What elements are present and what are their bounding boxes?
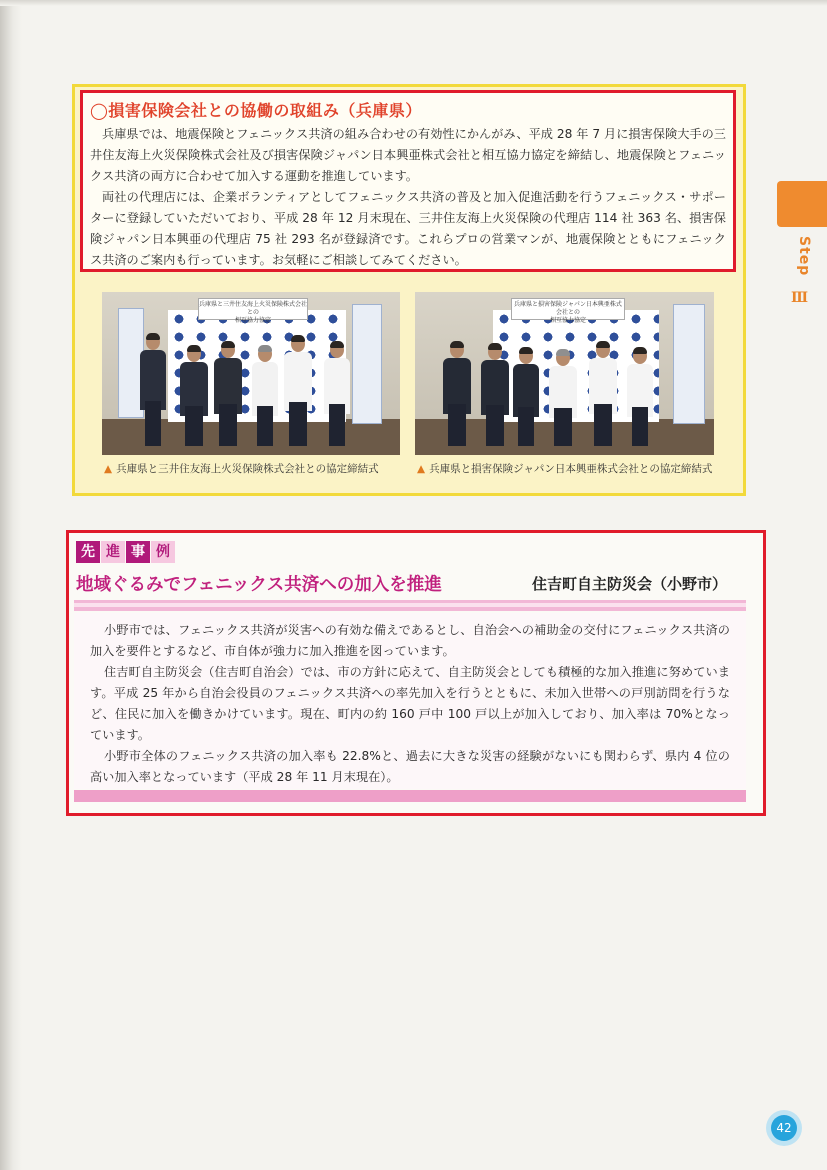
photo-mitsui-sumitomo-ceremony: 兵庫県と三井住友海上火災保険株式会社との 相互協力協定 <box>102 292 400 455</box>
section2-title: 地域ぐるみでフェニックス共済への加入を推進 <box>76 575 442 595</box>
photo1-caption: ▲ 兵庫県と三井住友海上火災保険株式会社との協定締結式 <box>104 463 379 475</box>
page-gutter-shadow <box>0 0 22 1170</box>
triangle-icon: ▲ <box>417 463 426 475</box>
triangle-icon: ▲ <box>104 463 113 475</box>
section2-bottom-bar <box>74 790 746 802</box>
section1-body <box>90 124 726 271</box>
section2-organization: 住吉町自主防災会（小野市） <box>532 575 728 593</box>
case-badge-char-1: 先 <box>76 541 100 563</box>
section2-top-bar <box>74 600 746 611</box>
section1-title: ◯損害保険会社との協働の取組み（兵庫県） <box>90 101 422 120</box>
section2-body <box>90 620 730 788</box>
step-number: Ⅲ <box>791 290 809 306</box>
case-badge-char-2: 進 <box>101 541 125 563</box>
section2-paragraph-2: 住吉町自主防災会（住吉町自治会）では、市の方針に応えて、自主防災会としても積極的な加入推進に努めています。平成 25 年から自治会役員のフェニックス共済への率先加入を行うとともに、未加入世帯への戸別訪問を行うなど、住民に加入を働きかけています。現在、町内の約 160 戸中 100 戸以上が加入しており、加入率は 70%となっています。 <box>90 665 730 742</box>
photo-sompo-japan-ceremony: 兵庫県と損害保険ジャパン日本興亜株式会社との 相互協力協定 <box>415 292 714 455</box>
section2-paragraph-3: 小野市全体のフェニックス共済の加入率も 22.8%と、過去に大きな災害の経験がないにも関わらず、県内 4 位の高い加入率となっています（平成 28 年 11 月末現在）。 <box>90 749 730 784</box>
page-top-edge <box>0 0 827 6</box>
section1-paragraph-1: 兵庫県では、地震保険とフェニックス共済の組み合わせの有効性にかんがみ、平成 28 年 7 月に損害保険大手の三井住友海上火災保険株式会社及び損害保険ジャパン日本興亜株式会社と相互協力協定を締結し、地震保険とフェニックス共済の両方に合わせて加入する運動を推進しています。 <box>90 127 726 183</box>
step-label: Step <box>796 236 812 277</box>
section1-paragraph-2: 両社の代理店には、企業ボランティアとしてフェニックス共済の普及と加入促進活動を行うフェニックス・サポーターに登録していただいており、平成 28 年 12 月末現在、三井住友海上火災保険の代理店 114 社 363 名、損害保険ジャパン日本興亜の代理店 75 社 293 名が登録済です。これらプロの営業マンが、地震保険とともにフェニックス共済のご案内も行っています。お気軽にご相談してみてください。 <box>90 190 726 267</box>
section2-paragraph-1: 小野市では、フェニックス共済が災害への有効な備えであるとし、自治会への補助金の交付にフェニックス共済の加入を要件とするなど、市自体が強力に加入推進を図っています。 <box>90 623 730 658</box>
case-badge-char-3: 事 <box>126 541 150 563</box>
case-badge <box>76 541 176 563</box>
photo2-caption: ▲ 兵庫県と損害保険ジャパン日本興亜株式会社との協定締結式 <box>417 463 713 475</box>
step-tab <box>777 181 827 227</box>
page-number: 42 <box>771 1115 797 1141</box>
case-badge-char-4: 例 <box>151 541 175 563</box>
